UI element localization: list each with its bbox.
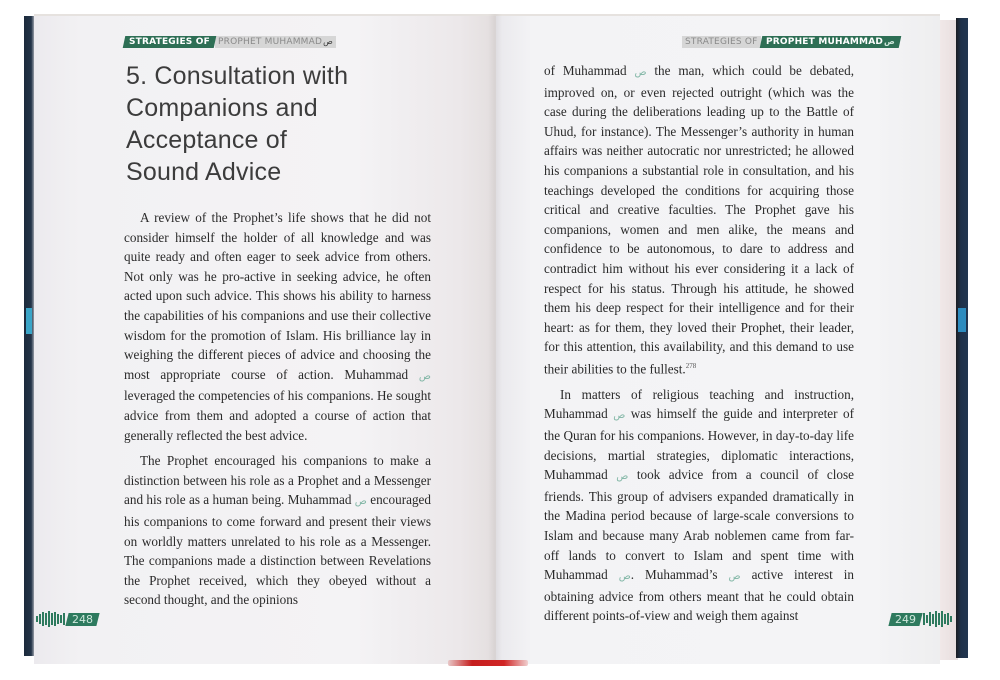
header-highlight: PROPHET MUHAMMADص	[759, 36, 900, 48]
chapter-title-line: Sound Advice	[126, 158, 282, 186]
right-body-text	[544, 61, 854, 632]
footnote-marker: 278	[685, 361, 697, 370]
pbuh-icon: ص	[418, 370, 432, 382]
page-number-badge: 248	[65, 613, 99, 626]
right-page-number	[890, 612, 954, 626]
header-text: PROPHET MUHAMMADص	[215, 36, 336, 48]
left-page-number	[34, 612, 98, 626]
pbuh-icon: ص	[883, 37, 895, 46]
left-cover-accent	[26, 308, 32, 334]
folio-ornament-icon	[36, 611, 65, 627]
chapter-title-line: Acceptance of	[126, 126, 288, 154]
page-number-badge: 249	[888, 613, 922, 626]
right-running-header	[682, 36, 899, 48]
chapter-title	[126, 60, 446, 188]
pbuh-icon: ص	[618, 571, 631, 583]
folio-ornament-icon	[923, 611, 952, 627]
pbuh-icon: ص	[728, 571, 741, 583]
chapter-title-line: 5. Consultation with	[126, 62, 349, 90]
right-cover-accent	[958, 308, 966, 332]
paragraph: of Muhammad ص the man, which could be debated, improved on, or even rejected outright (which was the case during the deliberations leading up to the Battle of Uhud, for instance). The Messenger’s authority in human affairs was neither autocratic nor unrestricted; he allowed his companions a substantial role in consultation, and his teachings developed the conditions for acquiring those critical and creative faculties. The Prophet gave his companions, women and men alike, the means and confidence to be autonomous, to dare to address and contradict him without his ever considering it a lack of respect for his status. Through his attitude, he showed them his deep respect for their intelligence and for their heart: as for them, they loved their Prophet, their leader, for this attention, this availability, and this demand to use their abilities to the fullest.$^{278}$	[544, 63, 855, 377]
pbuh-icon: ص	[323, 37, 333, 46]
paragraph: A review of the Prophet’s life shows that he did not consider himself the holder of all knowledge and was quite ready and often eager to seek advice from others. Not only was he pro-active in seeking advice, he often acted upon such advice. This shows his ability to harness the capabilities of his companions and use their collective wisdom for the promotion of Islam. His brilliance lay in weighing the different pieces of advice and choosing the most appropriate course of action. Muhammad ص leveraged the competencies of his companions. He sought advice from them and adopted a course of action that generally reflected the best advice.	[124, 210, 432, 443]
paragraph: In matters of religious teaching and instruction, Muhammad ص was himself the guide and interpreter of the Quran for his companions. However, in day-to-day life decisions, martial strategies, diplomatic interactions, Muhammad ص took advice from a council of close friends. This group of advisers expanded dramatically in the Madina period because of large-scale conversions to Islam and because many Arab noblemen came from far-off lands to convert to Islam and spent time with Muhammad ص. Muhammad’s ص active interest in obtaining advice from others meant that he could obtain different points-of-view and weigh them against	[544, 386, 855, 624]
pbuh-icon: ص	[613, 410, 626, 422]
pbuh-icon: ص	[616, 471, 629, 483]
book-gutter	[488, 14, 502, 664]
pbuh-icon: ص	[354, 496, 367, 508]
left-running-header	[124, 36, 336, 48]
header-highlight: STRATEGIES OF	[123, 36, 217, 48]
header-text: STRATEGIES OF	[682, 36, 761, 48]
pbuh-icon: ص	[634, 67, 647, 78]
right-cover-edge	[956, 18, 968, 658]
left-body-text	[124, 208, 431, 616]
paragraph: The Prophet encouraged his companions to make a distinction between his role as a Prophet and a Messenger and his role as a human being. Muhammad ص encouraged his companions to come forward and present their views on worldly matters unrelated to his role as a Messenger. The companions made a distinction between Revelations the Prophet received, which they obeyed without a second thought, and the opinions	[124, 453, 432, 608]
chapter-title-line: Companions and	[126, 94, 318, 122]
bookmark-ribbon	[448, 660, 528, 666]
